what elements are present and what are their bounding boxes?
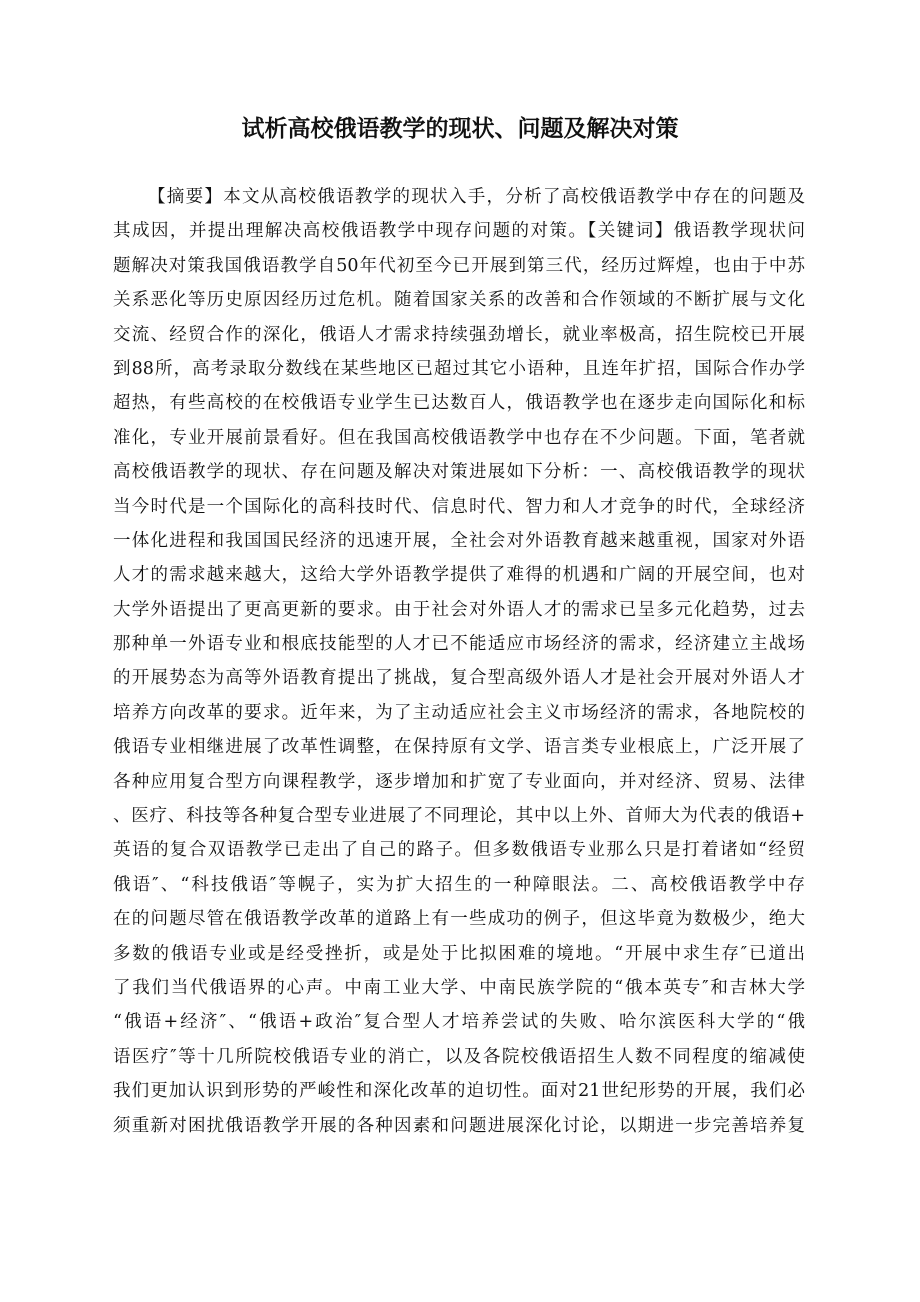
body-line: 当今时代是一个国际化的高科技时代、信息时代、智力和人才竞争的时代，全球经济: [113, 496, 805, 517]
body-line: 人才的需求越来越大，这给大学外语教学提供了难得的机遇和广阔的开展空间，也对: [113, 565, 805, 586]
body-line: 语医疗″等十几所院校俄语专业的消亡，以及各院校俄语招生人数不同程度的缩减使: [113, 1046, 805, 1067]
body-line: 那种单一外语专业和根底技能型的人才已不能适应市场经济的需求，经济建立主战场: [113, 634, 805, 655]
body-line: 高校俄语教学的现状、存在问题及解决对策进展如下分析：一、高校俄语教学的现状: [113, 462, 805, 483]
body-line: 、医疗、科技等各种复合型专业进展了不同理论，其中以上外、首师大为代表的俄语+: [113, 806, 805, 827]
body-line: 俄语专业相继进展了改革性调整，在保持原有文学、语言类专业根底上，广泛开展了: [113, 737, 805, 758]
body-line: 【摘要】本文从高校俄语教学的现状入手，分析了高校俄语教学中存在的问题及: [148, 187, 805, 207]
body-line: 俄语″、“科技俄语″等幌子，实为扩大招生的一种障眼法。二、高校俄语教学中存: [113, 874, 805, 895]
body-line: 大学外语提出了更高更新的要求。由于社会对外语人才的需求已呈多元化趋势，过去: [113, 599, 805, 620]
body-line: 超热，有些高校的在校俄语专业学生已达数百人，俄语教学也在逐步走向国际化和标: [113, 393, 805, 414]
body-line: 一体化进程和我国国民经济的迅速开展，全社会对外语教育越来越重视，国家对外语: [113, 530, 805, 551]
body-line: 关系恶化等历史原因经历过危机。随着国家关系的改善和合作领域的不断扩展与文化: [113, 290, 805, 311]
body-line: 各种应用复合型方向课程教学，逐步增加和扩宽了专业面向，并对经济、贸易、法律: [113, 771, 805, 792]
body-line: 培养方向改革的要求。近年来，为了主动适应社会主义市场经济的需求，各地院校的: [113, 702, 805, 723]
body-line: 了我们当代俄语界的心声。中南工业大学、中南民族学院的“俄本英专″和吉林大学: [113, 977, 805, 998]
body-line: 我们更加认识到形势的严峻性和深化改革的迫切性。面对21世纪形势的开展，我们必: [113, 1081, 805, 1102]
body-line: 题解决对策我国俄语教学自50年代初至今已开展到第三代，经历过辉煌，也由于中苏: [113, 255, 805, 276]
body-line: 的开展势态为高等外语教育提出了挑战，复合型高级外语人才是社会开展对外语人才: [113, 668, 805, 689]
body-line: 准化，专业开展前景看好。但在我国高校俄语教学中也存在不少问题。下面，笔者就: [113, 427, 805, 448]
body-line: 在的问题尽管在俄语教学改革的道路上有一些成功的例子，但这毕竟为数极少，绝大: [113, 909, 805, 930]
body-line: 英语的复合双语教学已走出了自己的路子。但多数俄语专业那么只是打着诸如“经贸: [113, 840, 805, 861]
body-line: 须重新对困扰俄语教学开展的各种因素和问题进展深化讨论，以期进一步完善培养复: [113, 1115, 805, 1136]
document-title: 试析高校俄语教学的现状、问题及解决对策: [241, 116, 679, 142]
body-line: 交流、经贸合作的深化，俄语人才需求持续强劲增长，就业率极高，招生院校已开展: [113, 324, 805, 345]
document-body: [113, 180, 805, 1143]
body-line: 到88所，高考录取分数线在某些地区已超过其它小语种，且连年扩招，国际合作办学: [113, 358, 805, 379]
body-line: 多数的俄语专业或是经受挫折，或是处于比拟困难的境地。“开展中求生存″已道出: [113, 943, 805, 964]
body-line: 其成因，并提出理解决高校俄语教学中现存问题的对策。【关键词】俄语教学现状问: [113, 221, 805, 242]
body-line: “俄语+经济″、“俄语+政治″复合型人才培养尝试的失败、哈尔滨医科大学的“俄: [113, 1012, 805, 1033]
